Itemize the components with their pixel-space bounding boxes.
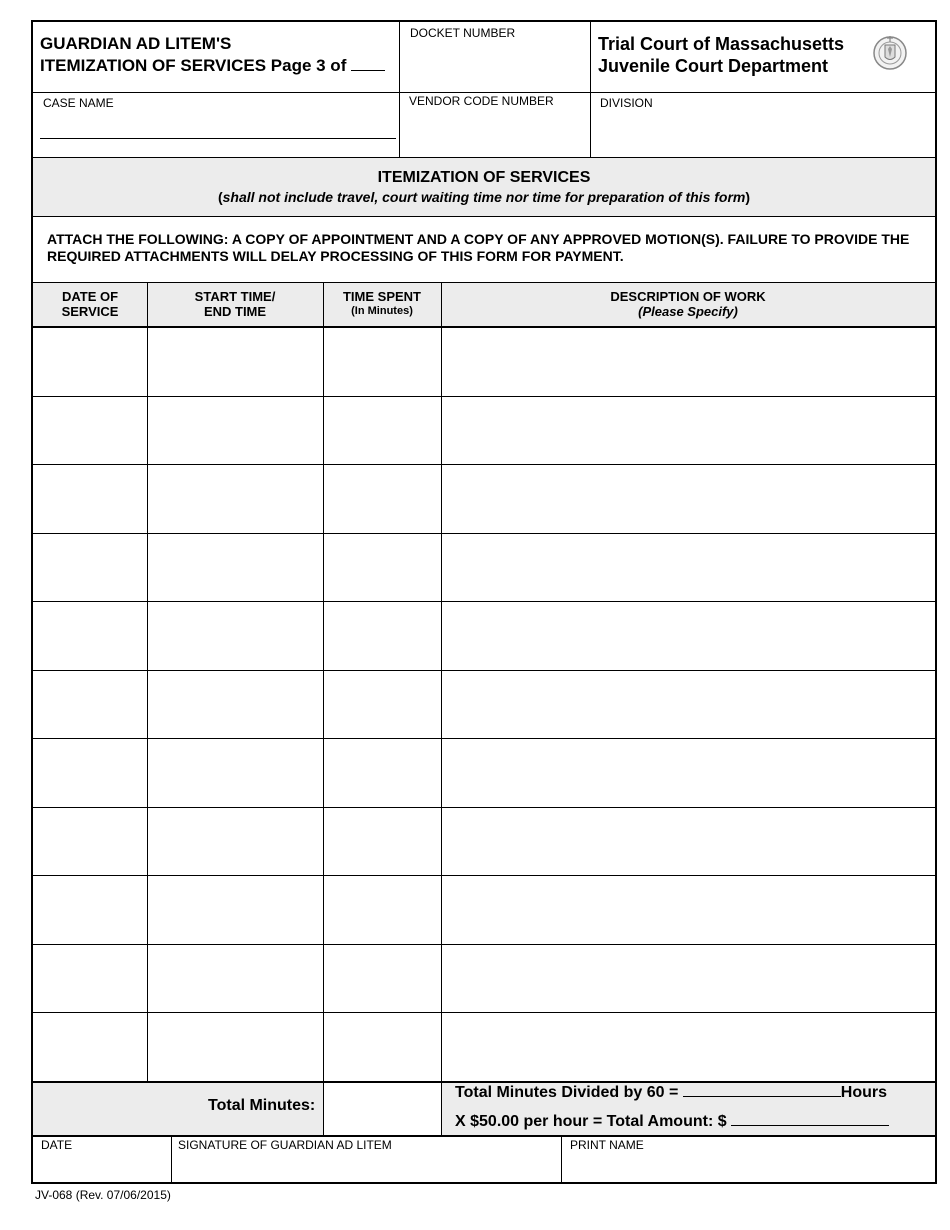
case-name-field[interactable] [40, 112, 396, 139]
divided-by-60-label: Total Minutes Divided by 60 = [455, 1084, 679, 1101]
vendor-code-label: VENDOR CODE NUMBER [409, 94, 554, 108]
print-name-field[interactable] [563, 1153, 933, 1181]
notice-line1: ATTACH THE FOLLOWING: A COPY OF APPOINTMENT AND A COPY OF ANY APPROVED MOTION(S). FAILURE TO PROVIDE THE [47, 231, 910, 247]
time-spent-cell[interactable] [324, 808, 440, 875]
attachment-notice [47, 231, 909, 265]
total-minutes-field[interactable] [325, 1083, 440, 1134]
signature-field[interactable] [173, 1153, 559, 1181]
description-cell[interactable] [442, 397, 934, 464]
table-row [33, 670, 935, 739]
start-end-time-cell[interactable] [148, 602, 322, 669]
start-end-time-cell[interactable] [148, 534, 322, 601]
total-minutes-label: Total Minutes: [208, 1097, 316, 1114]
court-name [598, 33, 844, 77]
time-spent-cell[interactable] [324, 602, 440, 669]
table-row [33, 944, 935, 1013]
time-spent-cell[interactable] [324, 397, 440, 464]
section-subtitle: (shall not include travel, court waiting time nor time for preparation of this form) [217, 189, 751, 205]
description-cell[interactable] [442, 876, 934, 943]
table-row [33, 738, 935, 807]
date-cell[interactable] [34, 397, 146, 464]
date-field[interactable] [34, 1153, 169, 1181]
column-header-date: DATE OF SERVICE [61, 289, 119, 319]
description-cell[interactable] [442, 602, 934, 669]
table-row [33, 601, 935, 670]
signature-label: SIGNATURE OF GUARDIAN AD LITEM [178, 1138, 392, 1152]
form-title [40, 33, 385, 77]
time-spent-cell[interactable] [324, 328, 440, 395]
description-cell[interactable] [442, 945, 934, 1012]
table-row [33, 396, 935, 465]
time-spent-cell[interactable] [324, 534, 440, 601]
form-id: JV-068 (Rev. 07/06/2015) [35, 1188, 171, 1202]
time-spent-cell[interactable] [324, 465, 440, 532]
notice-line2: REQUIRED ATTACHMENTS WILL DELAY PROCESSING OF THIS FORM FOR PAYMENT. [47, 248, 624, 264]
hours-line [455, 1082, 887, 1102]
court-name-line2: Juvenile Court Department [598, 56, 829, 76]
time-spent-cell[interactable] [324, 671, 440, 738]
total-hours-field[interactable] [683, 1082, 841, 1097]
date-cell[interactable] [34, 465, 146, 532]
table-row [33, 875, 935, 944]
date-cell[interactable] [34, 534, 146, 601]
start-end-time-cell[interactable] [148, 876, 322, 943]
docket-number-field[interactable] [402, 44, 588, 90]
division-field[interactable] [593, 112, 933, 156]
start-end-time-cell[interactable] [148, 465, 322, 532]
massachusetts-seal-icon [872, 33, 908, 71]
page-total-field[interactable] [351, 70, 385, 71]
date-cell[interactable] [34, 808, 146, 875]
time-spent-cell[interactable] [324, 876, 440, 943]
section-title: ITEMIZATION OF SERVICES [377, 169, 591, 186]
section-title-block [33, 169, 935, 205]
hours-label: Hours [840, 1084, 887, 1101]
case-name-label: CASE NAME [43, 96, 114, 110]
date-cell[interactable] [34, 1013, 146, 1080]
amount-line [455, 1111, 889, 1131]
time-spent-cell[interactable] [324, 739, 440, 806]
form-title-line1: GUARDIAN AD LITEM'S [40, 34, 232, 53]
time-spent-cell[interactable] [324, 945, 440, 1012]
form-title-line2: ITEMIZATION OF SERVICES Page 3 of [40, 55, 385, 77]
table-row [33, 807, 935, 876]
date-cell[interactable] [34, 945, 146, 1012]
time-spent-cell[interactable] [324, 1013, 440, 1080]
description-cell[interactable] [442, 534, 934, 601]
table-row [33, 464, 935, 533]
column-header-description: DESCRIPTION OF WORK (Please Specify) [610, 289, 766, 319]
start-end-time-cell[interactable] [148, 808, 322, 875]
date-cell[interactable] [34, 602, 146, 669]
date-cell[interactable] [34, 328, 146, 395]
start-end-time-cell[interactable] [148, 1013, 322, 1080]
table-row [33, 327, 935, 396]
description-cell[interactable] [442, 739, 934, 806]
description-cell[interactable] [442, 465, 934, 532]
start-end-time-cell[interactable] [148, 671, 322, 738]
column-header-time-spent: TIME SPENT (In Minutes) [342, 289, 421, 317]
date-cell[interactable] [34, 739, 146, 806]
docket-number-label: DOCKET NUMBER [410, 26, 516, 40]
vendor-code-field[interactable] [402, 112, 588, 156]
division-label: DIVISION [600, 96, 653, 110]
table-row [33, 533, 935, 602]
start-end-time-cell[interactable] [148, 328, 322, 395]
date-label: DATE [41, 1138, 73, 1152]
start-end-time-cell[interactable] [148, 739, 322, 806]
description-cell[interactable] [442, 808, 934, 875]
date-cell[interactable] [34, 876, 146, 943]
description-cell[interactable] [442, 1013, 934, 1080]
start-end-time-cell[interactable] [148, 397, 322, 464]
description-cell[interactable] [442, 671, 934, 738]
date-cell[interactable] [34, 671, 146, 738]
court-name-line1: Trial Court of Massachusetts [598, 34, 845, 54]
start-end-time-cell[interactable] [148, 945, 322, 1012]
table-row [33, 1012, 935, 1081]
column-header-start-end-time: START TIME/ END TIME [194, 289, 276, 319]
print-name-label: PRINT NAME [570, 1138, 644, 1152]
description-cell[interactable] [442, 328, 934, 395]
total-amount-label: X $50.00 per hour = Total Amount: $ [455, 1113, 727, 1130]
total-amount-field[interactable] [731, 1111, 889, 1126]
